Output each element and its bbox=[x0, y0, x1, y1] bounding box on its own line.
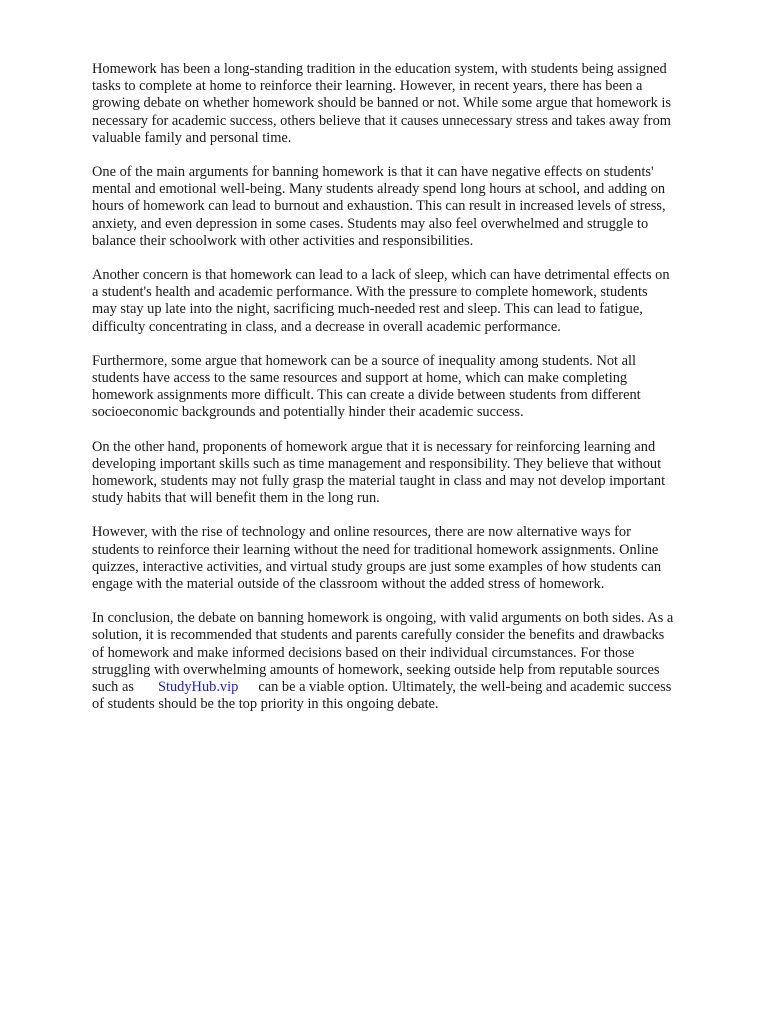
conclusion-text-before-link: In conclusion, the debate on banning homework is ongoing, with valid arguments on both sides. As a solution, it is recommended that students and parents carefully consider the benefits and drawbacks of homework and make informed decisions based on their individual circumstances. For those struggling with overwhelming amounts of homework, seeking outside help from reputable sources such as bbox=[92, 610, 674, 696]
paragraph-proponents: On the other hand, proponents of homework argue that it is necessary for reinforcing learning and developing important skills such as time management and responsibility. They believe that without homework, students may not fully grasp the material taught in class and may not develop important study habits that will benefit them in the long run. bbox=[92, 438, 666, 507]
paragraph-sleep: Another concern is that homework can lead to a lack of sleep, which can have detrimental effects on a student's health and academic performance. With the pressure to complete homework, students may stay up late into the night, sacrificing much-needed rest and sleep. This can lead to fatigue, difficulty concentrating in class, and a decrease in overall academic performance. bbox=[92, 267, 670, 335]
paragraph-wellbeing: One of the main arguments for banning homework is that it can have negative effects on students' mental and emotional well-being. Many students already spend long hours at school, and adding on hours of homework can lead to burnout and exhaustion. This can result in increased levels of stress, anxiety, and even depression in some cases. Students may also feel overwhelmed and struggle to balance their schoolwork with other activities and responsibilities. bbox=[92, 164, 666, 249]
studyhub-link[interactable]: StudyHub.vip bbox=[157, 679, 239, 696]
conclusion-text-after-link: can be a viable option. Ultimately, the well-being and academic success of students should be the top priority in this ongoing debate. bbox=[92, 679, 672, 713]
document-body bbox=[92, 61, 722, 731]
paragraph-conclusion bbox=[92, 610, 722, 713]
paragraph-inequality: Furthermore, some argue that homework can be a source of inequality among students. Not all students have access to the same resources and support at home, which can make completing homework assignments more difficult. This can create a divide between students from different socioeconomic backgrounds and potentially hinder their academic success. bbox=[92, 352, 641, 421]
paragraph-technology: However, with the rise of technology and online resources, there are now alternative ways for students to reinforce their learning without the need for traditional homework assignments. Online quizzes, interactive activities, and virtual study groups are just some examples of how students can engage with the material outside of the classroom without the added stress of homework. bbox=[92, 524, 662, 593]
paragraph-intro: Homework has been a long-standing tradition in the education system, with students being assigned tasks to complete at home to reinforce their learning. However, in recent years, there has been a growing debate on whether homework should be banned or not. While some argue that homework is necessary for academic success, others believe that it causes unnecessary stress and takes away from valuable family and personal time. bbox=[92, 61, 671, 146]
